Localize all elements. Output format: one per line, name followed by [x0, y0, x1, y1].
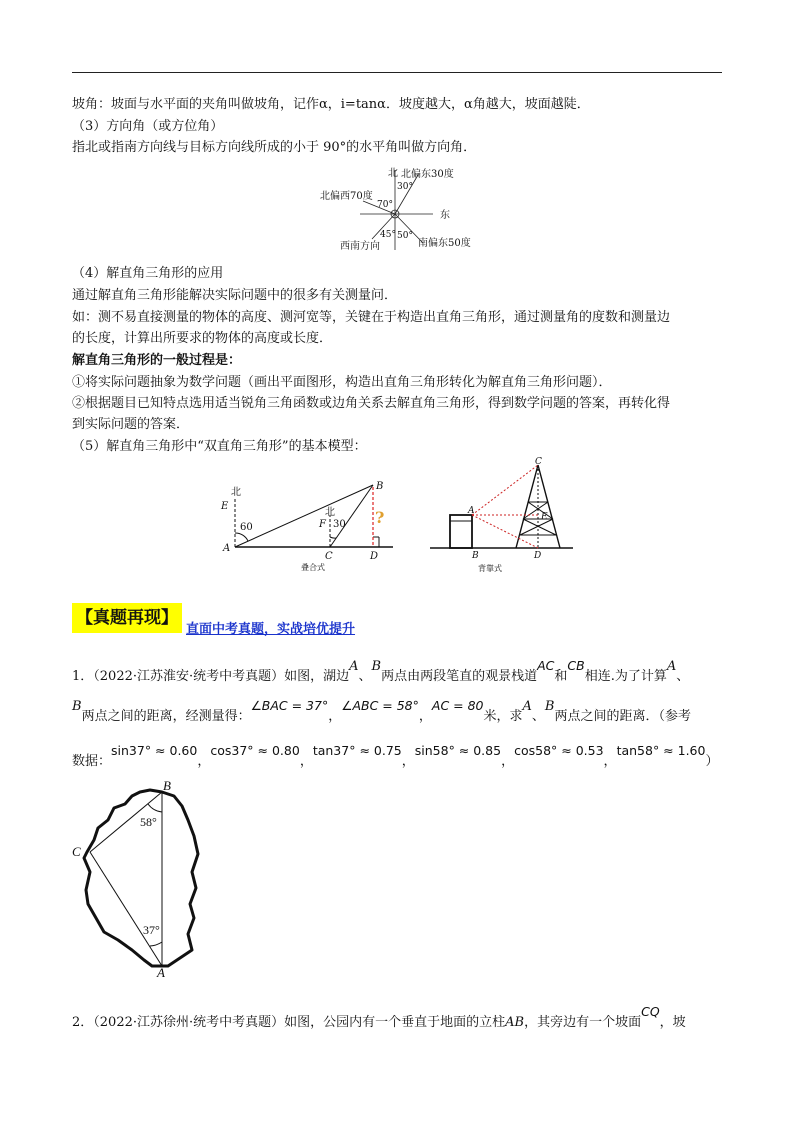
overlap-a60: 60: [240, 522, 253, 533]
problem1-sep3: 、: [531, 709, 545, 724]
application-line-2: 如：测不易直接测量的物体的高度、测河宽等，关键在于构造出直角三角形，通过测量角的度数和测量边: [72, 310, 671, 325]
overlap-a30: 30: [333, 519, 346, 530]
overlap-question: ?: [375, 508, 385, 527]
problem1-intro: 1．（2022·江苏淮安·统考中考真题）如图，湖边: [72, 669, 350, 684]
compass-a70: 70°: [377, 200, 393, 210]
compass-ne: 北偏东30度: [401, 169, 454, 180]
compass-sw: 西南方向: [340, 241, 380, 252]
problem2-text3: ，坡: [659, 1015, 686, 1030]
compass-a50: 50°: [397, 231, 413, 241]
problem1-v2: cos37° ≈ 0.80: [210, 743, 300, 758]
lake-B: B: [163, 778, 171, 793]
model-heading: （5）解直角三角形中“双直角三角形”的基本模型：: [72, 439, 367, 454]
problem1-line2: B两点之间的距离，经测量得：∠BAC = 37°，∠ABC = 58°，AC = 80米，求A、B两点之间的距离．（参考: [72, 698, 691, 724]
problem1-text3: 相连.为了计算: [584, 669, 667, 684]
backtoback-B: B: [472, 551, 479, 561]
backtoback-C: C: [535, 457, 542, 467]
problem2-text2: ，其旁边有一个坡面: [524, 1015, 642, 1030]
lake-C: C: [72, 844, 81, 859]
problem1-A2: A: [666, 659, 677, 674]
problem1-text4: 两点之间的距离，经测量得：: [81, 709, 251, 724]
problem1-text2: 两点由两段笔直的观景栈道: [381, 669, 538, 684]
problem1-v4: sin58° ≈ 0.85: [414, 743, 502, 758]
problem1-and: 和: [554, 669, 568, 684]
backtoback-A: A: [468, 506, 475, 516]
overlap-C: C: [325, 551, 333, 562]
problem1-CB: CB: [567, 658, 585, 673]
overlap-north-2: 北: [325, 507, 335, 518]
section-title: 【真题再现】: [72, 603, 182, 633]
problem1-v6: tan58° ≈ 1.60: [616, 743, 706, 758]
overlap-B: B: [376, 481, 384, 492]
backtoback-D: D: [534, 551, 542, 561]
problem1-data-label: 数据：: [72, 754, 112, 769]
problem1-ac-length: AC = 80: [431, 698, 484, 713]
problem1-sep: 、: [358, 669, 372, 684]
problem1-B: B: [371, 659, 382, 674]
problem2-CQ: CQ: [641, 1004, 660, 1019]
direction-heading: （3）方向角（或方位角）: [72, 119, 224, 134]
problem1-angle-abc: ∠ABC = 58°: [341, 698, 419, 713]
application-heading: （4）解直角三角形的应用: [72, 266, 224, 281]
problem1-line3: 数据：sin37° ≈ 0.60，cos37° ≈ 0.80，tan37° ≈ 0.75，sin58° ≈ 0.85，cos58° ≈ 0.53，tan58° ≈ 1.60）: [72, 743, 719, 769]
backtoback-model-diagram: [428, 457, 578, 575]
overlap-E: E: [221, 501, 229, 512]
problem2-AB: AB: [505, 1015, 525, 1030]
application-line-1: 通过解直角三角形能解决实际问题中的很多有关测量问．: [72, 288, 398, 303]
lake-A: A: [157, 965, 165, 978]
problem1-A: A: [349, 659, 359, 674]
problem1-v5: cos58° ≈ 0.53: [514, 743, 604, 758]
problem2-line1: [72, 1004, 686, 1031]
problem1-v3: tan37° ≈ 0.75: [312, 743, 402, 758]
problem2-intro: 2．（2022·江苏徐州·统考中考真题）如图，公园内有一个垂直于地面的立柱: [72, 1015, 506, 1030]
compass-diagram: [300, 165, 490, 257]
process-heading: 解直角三角形的一般过程是：: [72, 353, 242, 368]
problem1-AC: AC: [537, 658, 555, 673]
overlap-north-1: 北: [231, 487, 241, 498]
problem1-v1: sin37° ≈ 0.60: [111, 743, 198, 758]
compass-east: 东: [440, 210, 450, 221]
process-step-2b: 到实际问题的答案．: [72, 417, 190, 432]
overlap-F: F: [319, 519, 326, 530]
lake-a37: 37°: [143, 923, 160, 937]
problem1-close: ）: [705, 754, 719, 769]
section-link[interactable]: 直面中考真题，实战培优提升: [186, 622, 356, 637]
direction-definition: 指北或指南方向线与目标方向线所成的小于 90°的水平角叫做方向角．: [72, 140, 477, 155]
backtoback-E: E: [541, 512, 548, 522]
application-line-3: 的长度，计算出所要求的物体的高度或长度．: [72, 331, 333, 346]
compass-a30: 30°: [397, 182, 413, 192]
process-step-2a: ②根据题目已知特点选用适当锐角三角函数或边角关系去解直角三角形，得到数学问题的答案，再转化得: [72, 396, 671, 411]
compass-se: 南偏东50度: [418, 238, 471, 249]
problem1-text6: 两点之间的距离．（参考: [554, 709, 691, 724]
compass-a45: 45°: [380, 230, 396, 240]
problem1-B3: B: [544, 699, 555, 714]
compass-north: 北: [388, 168, 398, 179]
backtoback-caption: 背靠式: [478, 564, 502, 573]
problem1-A3: A: [522, 699, 532, 714]
problem1-text5: 米，求: [483, 709, 523, 724]
slope-definition: 坡角：坡面与水平面的夹角叫做坡角，记作α，i=tanα．坡度越大，α角越大，坡面越陡．: [72, 97, 590, 112]
lake-a58: 58°: [140, 815, 157, 829]
problem1-sep2: 、: [676, 669, 690, 684]
lake-diagram: [70, 778, 210, 978]
problem1-B2: B: [72, 699, 82, 714]
header-rule: [72, 72, 722, 73]
problem1-line1: [72, 658, 690, 685]
overlap-D: D: [370, 551, 379, 562]
overlap-model-diagram: [215, 475, 400, 575]
process-step-1: ①将实际问题抽象为数学问题（画出平面图形，构造出直角三角形转化为解直角三角形问题）．: [72, 375, 612, 390]
compass-nw: 北偏西70度: [320, 191, 373, 202]
overlap-A: A: [223, 543, 231, 554]
overlap-caption: 叠合式: [301, 563, 325, 572]
problem1-angle-bac: ∠BAC = 37°: [250, 698, 329, 713]
